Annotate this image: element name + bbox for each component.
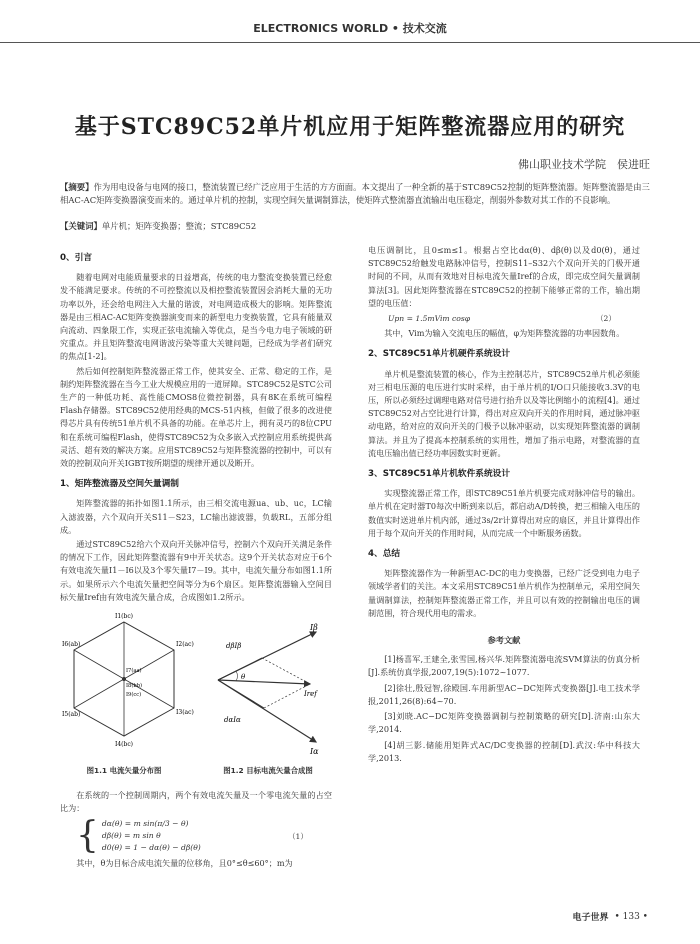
vector-line: [74, 679, 124, 708]
right-column: [368, 244, 640, 767]
equation-line: dα(θ) = m sin(π/3 − θ): [101, 819, 189, 829]
fig2-label-dalpha: dαIα: [224, 716, 241, 725]
reference-item: [4]胡三影.储能用矩阵式AC/DC变换器的控制[D].武汉:华中科技大学,2013.: [368, 739, 640, 763]
vector-line: [124, 650, 174, 679]
fig1-label-i5: I5(ab): [62, 711, 81, 719]
paragraph: 在系统的一个控制周期内，两个有效电流矢量及一个零电流矢量的占空比为：: [60, 790, 332, 814]
abstract-text: 作为用电设备与电网的接口，整流装置已经广泛应用于生活的方方面面。本文提出了一种全新的基于STC89C52控制的矩阵整流器。矩阵整流器是由三相AC-AC矩阵变换器演变而来的。通过单片机的控制，实现空间矢量调制算法，使矩阵式整流器直流输出电压稳定，削弱外参数对其工作的不良影响。: [60, 182, 650, 205]
paragraph: 随着电网对电能质量要求的日益增高，传统的电力整流变换装置已经愈发不能满足要求。传统的不可控整流以及相控整流装置因会消耗大量的无功功率以外，还会给电网注入大量的谐波，对电网造成极大的影响。矩阵整流器是由三相AC-AC矩阵变换器演变而来的新型电力变换装置，它具有能量双向流动、四象限工作，实现正弦电流输入等优点，是当今电力电子领域的研究重点。并且矩阵整流电网谐波污染等重大关键问题，已经成为学者们研究的焦点[1-2]。: [60, 272, 332, 362]
fig1-label-i2: I2(ac): [176, 641, 194, 649]
paragraph: 矩阵整流器的拓扑如图1.1所示，由三相交流电源ua、ub、uc，LC输入滤波器，六个双向开关S11－S23，LC输出滤波器，负载RL，五部分组成。: [60, 498, 332, 535]
parallelogram-edge: [262, 658, 310, 684]
d-alpha-i-alpha: [218, 680, 264, 708]
paragraph: 其中，θ为目标合成电流矢量的位移角，且0°≤θ≤60°；m为: [76, 858, 293, 869]
header-divider: [0, 42, 700, 43]
equation-1: [60, 815, 332, 857]
equation-lines: [102, 818, 288, 854]
keywords-label: 【关键词】: [60, 221, 102, 231]
author-line: 佛山职业技术学院 侯进旺: [518, 158, 650, 171]
paragraph: 通过STC89C52给六个双向开关脉冲信号，控制六个双向开关满足条件的情况下工作，因此矩阵整流器有9中开关状态。这9个开关状态对应于6个有效电流矢量I1－I6以及3个零矢量I7－I9。其中，电流矢量分布如图1.1所示。如果所示六个电流矢量把空间等分为6个扇区。矩阵整流器输入空间目标矢量Iref由有效电流矢量合成，合成图如1.2所示。: [60, 539, 332, 602]
section-0-title: 0、引言: [60, 253, 93, 263]
reference-item: [1]杨喜军,王建全,张雪国,杨兴华.矩阵整流器电流SVM算法的仿真分析[J].系统仿真学报,2007,19(5):1072~1077.: [368, 654, 640, 678]
fig1-label-i6: I6(ab): [62, 641, 81, 649]
fig1-label-i1: I1(bc): [114, 613, 134, 621]
figure-1-1: [60, 610, 194, 777]
fig2-label-theta: θ: [241, 673, 246, 682]
journal-header: ELECTRONICS WORLD • 技术交流: [253, 22, 447, 35]
equation-number: （1）: [287, 831, 308, 841]
keywords-text: 单片机；矩阵变换器；整流；STC89C52: [101, 221, 257, 231]
figure-row: [60, 610, 332, 785]
figure-2-caption: 图1.2 目标电流矢量合成图: [223, 766, 313, 776]
references-title: 参考文献: [487, 635, 521, 646]
theta-arc: [236, 671, 238, 681]
current-vector-hexagon-diagram: [60, 610, 194, 760]
reference-item: [3]刘晓.AC−DC矩阵变换器调制与控制策略的研究[D].济南:山东大学,2014.: [368, 711, 640, 735]
fig2-label-ialpha: Iα: [310, 747, 319, 757]
fig1-label-i7: I7(aa): [126, 668, 142, 675]
figure-1-caption: 图1.1 电流矢量分布图: [86, 766, 162, 776]
page-number: • 133 •: [614, 911, 648, 922]
origin-point: [122, 677, 126, 681]
vector-line: [74, 650, 124, 679]
target-vector-synthesis-diagram: [204, 610, 332, 760]
equation-number: （2）: [595, 314, 616, 324]
magazine-name: 电子世界: [572, 913, 609, 923]
fig1-label-i8: I8(bb): [126, 683, 143, 690]
equation-text: Upn = 1.5mVim cosφ: [388, 314, 471, 324]
fig2-label-ibeta: Iβ: [310, 623, 318, 633]
paragraph: 矩阵整流器作为一种新型AC-DC的电力变换器，已经广泛受到电力电子领域学者们的关注。本文采用STC89C51单片机作为控制单元，采用空间矢量调制算法，控制矩阵整流器正常工作，并且可以有效的控制输出电压的调制范围，符合现代用电的需求。: [368, 568, 640, 618]
abstract: [60, 181, 650, 207]
fig1-label-i4: I4(bc): [114, 741, 134, 749]
equation-2: [368, 312, 640, 325]
equation-brace: {: [76, 815, 99, 857]
paragraph: 电压调制比，且0≤m≤1。根据占空比dα(θ)、dβ(θ)以及d0(θ)，通过STC89C52给触发电路脉冲信号，控制S11–S32六个双向开关的门极开通时间的不同，从而有效地对目标电流矢量Iref的合成，即完成空间矢量调制算法[3]。因此矩阵整流器在STC89C52的控制下能够正常的工作，输出期望的电压值：: [368, 245, 640, 308]
fig1-label-i9: I9(cc): [126, 692, 142, 699]
keywords: [60, 220, 650, 232]
paper-title: 基于STC89C52单片机应用于矩阵整流器应用的研究: [74, 114, 626, 140]
paragraph: 单片机是整流装置的核心，作为主控制芯片，STC89C52单片机必须能对三相电压源的电压进行实时采样，由于单片机的I/O口只能接收3.3V的电压，所以必须经过调理电路对信号进行抬升以及等比例缩小的流程[4]。通过STC89C52对占空比进行计算，得出对应双向开关的作用时间，通过脉冲驱动电路，给对应的双向开关的门极予以脉冲驱动，以实现矩阵整流器的调制算法。并且为了提高本控制系统的实用性，增加了指示电路，对整流器的直流电压输出值已经功率因数实时更新。: [368, 368, 640, 458]
page-footer: [572, 910, 648, 923]
section-1-title: 1、矩阵整流器及空间矢量调制: [60, 479, 179, 490]
fig1-label-i3: I3(ac): [176, 709, 194, 717]
paragraph: 实现整流器正常工作，即STC89C51单片机要完成对脉冲信号的输出。单片机在定时器T0每次中断到来以后，都启动A/D转换，把三相输入电压的数值实时送进单片机内部，通过3s/2r计算得出对应的扇区，并且计算得出作用于每个双向开关的作用时间，从而完成一个中断服务函数。: [368, 488, 640, 538]
section-3-title: 3、STC89C51单片机软件系统设计: [368, 469, 511, 480]
section-2-title: 2、STC89C51单片机硬件系统设计: [368, 349, 511, 360]
fig2-label-iref: Iref: [304, 690, 317, 699]
equation-line: d0(θ) = 1 − dα(θ) − dβ(θ): [101, 843, 201, 853]
left-column: [60, 244, 332, 872]
reference-item: [2]徐壮,殷冠智,徐殿国.车用新型AC−DC矩阵式变换器[J].电工技术学报,2011,26(8):64~70.: [368, 682, 640, 706]
d-beta-i-beta: [218, 658, 262, 680]
figure-1-2: [204, 610, 332, 777]
paragraph: 其中，Vim为输入交流电压的幅值，φ为矩阵整流器的功率因数角。: [384, 328, 625, 339]
equation-line: dβ(θ) = m sin θ: [101, 831, 161, 841]
section-4-title: 4、总结: [368, 549, 401, 560]
page-header: [40, 14, 660, 40]
i-ref-vector: [218, 680, 310, 684]
fig2-label-dbeta: dβIβ: [226, 642, 242, 651]
abstract-label: 【摘要】: [60, 182, 94, 192]
paragraph: 然后如何控制矩阵整流器正常工作，使其安全、正常、稳定的工作，是制约矩阵整流器在当今工业大规模应用的一道屏障。STC89C52是STC公司生产的一种低功耗、高性能CMOS8位微控制器，具有8K在系统可编程Flash存储器。STC89C52使用经典的MCS-51内核，但做了很多的改进使得芯片具有传统51单片机不具备的功能。在单芯片上，拥有灵巧的8位CPU 和在系统可编程Flash，使得STC89C52为众多嵌入式控制应用系统提供高灵活、超有效的解决方案。应用STC89C52与矩阵整流器的控制中，可以有效的控制双向开关IGBT按所期望的规律开通以及断开。: [60, 365, 332, 469]
